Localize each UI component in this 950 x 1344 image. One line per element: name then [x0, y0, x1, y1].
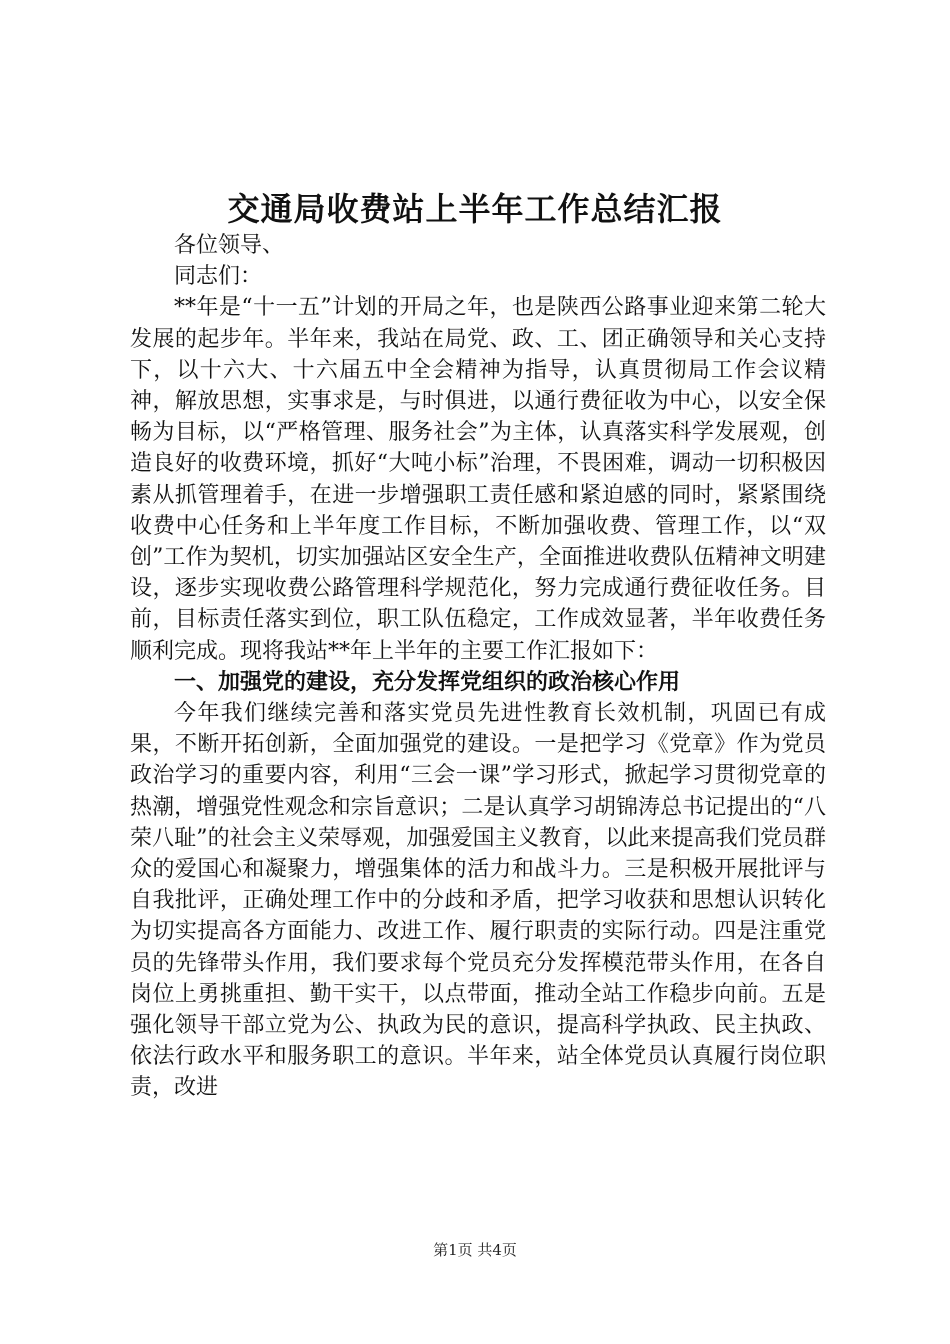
salutation-line-1: 各位领导、	[174, 233, 285, 258]
document-body	[130, 230, 826, 1104]
section-1-paragraph: 今年我们继续完善和落实党员先进性教育长效机制，巩固已有成果，不断开拓创新，全面加强党的建设。一是把学习《党章》作为党员政治学习的重要内容，利用“三会一课”学习形式，掀起学习贯彻党章的热潮，增强党性观念和宗旨意识；二是认真学习胡锦涛总书记提出的“八荣八耻”的社会主义荣辱观，加强爱国主义教育，以此来提高我们党员群众的爱国心和凝聚力，增强集体的活力和战斗力。三是积极开展批评与自我批评，正确处理工作中的分歧和矛盾，把学习收获和思想认识转化为切实提高各方面能力、改进工作、履行职责的实际行动。四是注重党员的先锋带头作用，我们要求每个党员充分发挥模范带头作用，在各自岗位上勇挑重担、勤干实干，以点带面，推动全站工作稳步向前。五是强化领导干部立党为公、执政为民的意识，提高科学执政、民主执政、依法行政水平和服务职工的意识。半年来，站全体党员认真履行岗位职责，改进	[130, 701, 826, 1101]
document-title: 交通局收费站上半年工作总结汇报	[227, 190, 723, 228]
section-heading-1: 一、加强党的建设，充分发挥党组织的政治核心作用	[174, 669, 681, 695]
intro-paragraph: **年是“十一五”计划的开局之年，也是陕西公路事业迎来第二轮大发展的起步年。半年来，我站在局党、政、工、团正确领导和关心支持下，以十六大、十六届五中全会精神为指导，认真贯彻局工作会议精神，解放思想，实事求是，与时俱进，以通行费征收为中心，以安全保畅为目标，以“严格管理、服务社会”为主体，认真落实科学发展观，创造良好的收费环境，抓好“大吨小标”治理，不畏困难，调动一切积极因素从抓管理着手，在进一步增强职工责任感和紧迫感的同时，紧紧围绕收费中心任务和上半年度工作目标，不断加强收费、管理工作，以“双创”工作为契机，切实加强站区安全生产，全面推进收费队伍精神文明建设，逐步实现收费公路管理科学规范化，努力完成通行费征收任务。目前，目标责任落实到位，职工队伍稳定，工作成效显著，半年收费任务顺利完成。现将我站**年上半年的主要工作汇报如下：	[130, 295, 826, 664]
page-number-footer: 第1页 共4页	[433, 1241, 517, 1259]
salutation-line-2: 同志们：	[174, 264, 263, 290]
